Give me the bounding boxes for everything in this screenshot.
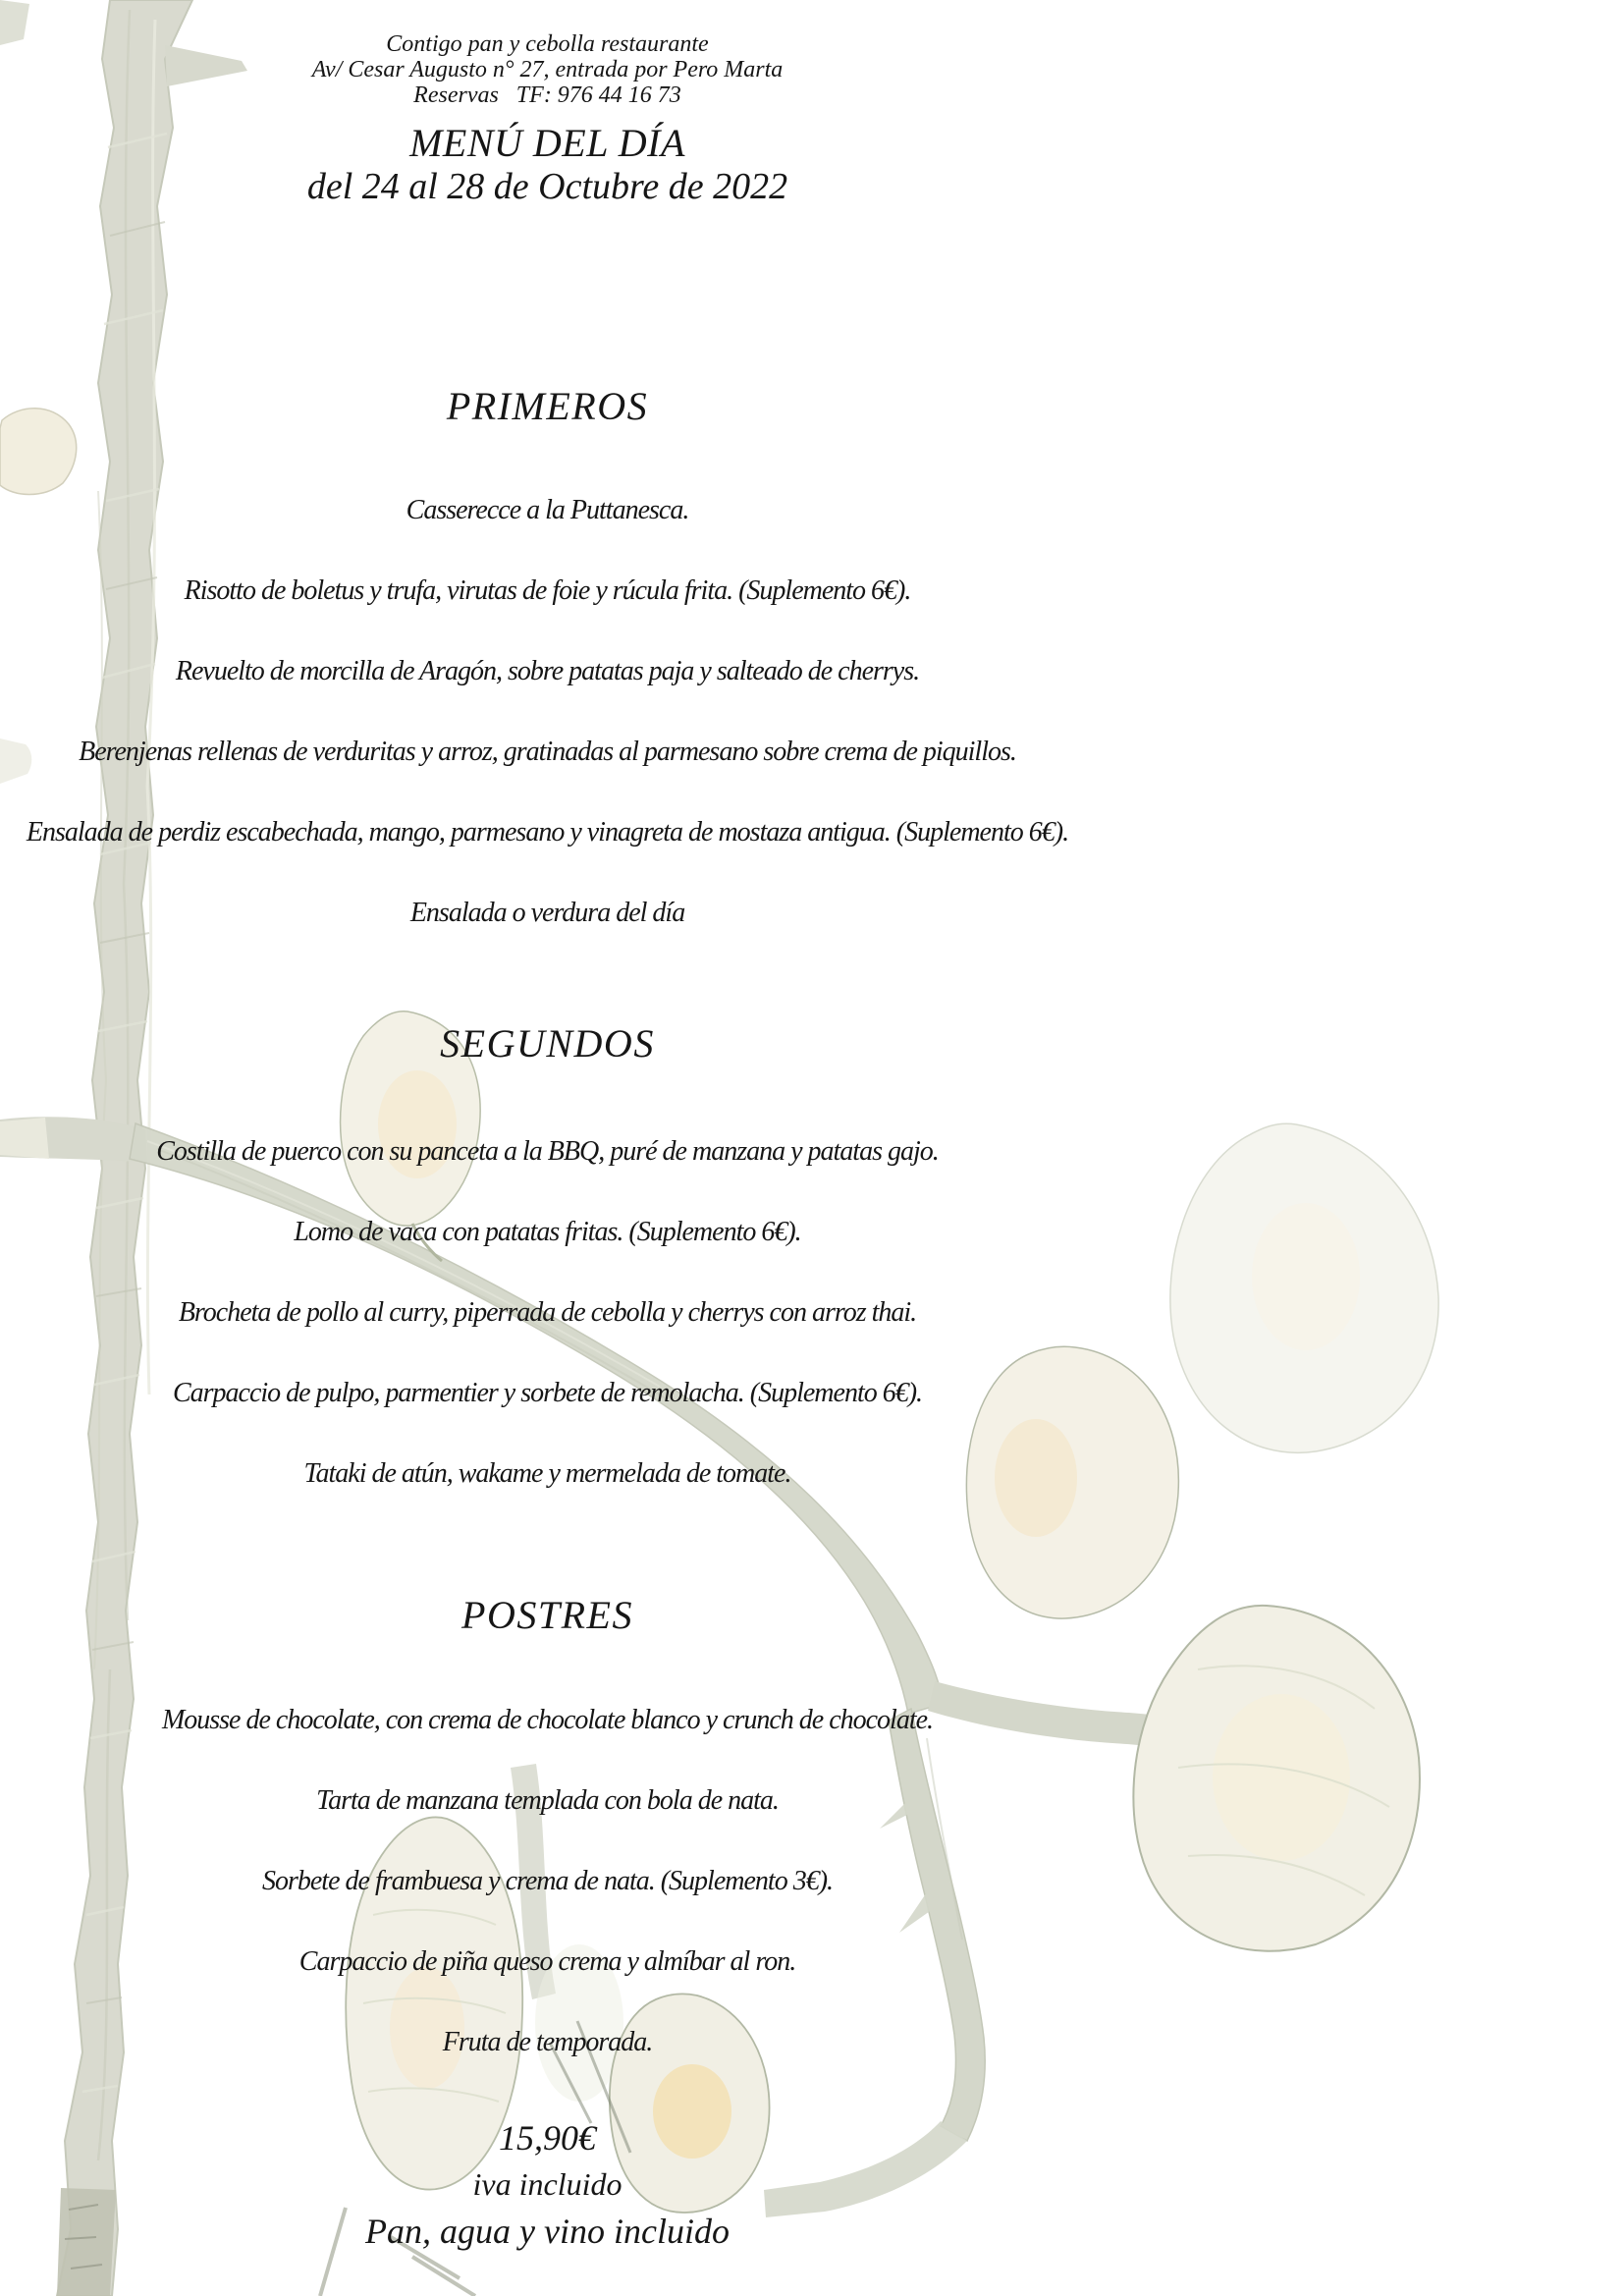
menu-item: Sorbete de frambuesa y crema de nata. (Suplemento 3€).: [261, 1866, 834, 1896]
menu-item: Casserecce a la Puttanesca.: [406, 495, 689, 525]
menu-item: Fruta de temporada.: [442, 2027, 653, 2057]
leaf: [1133, 1606, 1420, 1951]
section-segundos-items: [0, 1112, 1095, 1514]
menu-item: Mousse de chocolate, con crema de chocolate blanco y crunch de chocolate.: [161, 1705, 934, 1735]
tax-note: iva incluido: [472, 2166, 623, 2202]
menu-item: Lomo de vaca con patatas fritas. (Suplemento 6€).: [294, 1217, 801, 1247]
menu-item: Carpaccio de piña queso crema y almíbar al ron.: [298, 1946, 796, 1977]
menu-date-range: del 24 al 28 de Octubre de 2022: [306, 166, 788, 207]
restaurant-name: Contigo pan y cebolla restaurante: [386, 31, 709, 57]
menu-item: Ensalada de perdiz escabechada, mango, parmesano y vinagreta de mostaza antigua. (Suplemento 6€).: [26, 817, 1069, 847]
restaurant-address: Av/ Cesar Augusto n° 27, entrada por Pero Marta: [311, 57, 784, 82]
menu-item: Tataki de atún, wakame y mermelada de tomate.: [303, 1458, 791, 1489]
menu-item: Carpaccio de pulpo, parmentier y sorbete de remolacha. (Suplemento 6€).: [172, 1378, 923, 1408]
menu-item: Berenjenas rellenas de verduritas y arroz, gratinadas al parmesano sobre crema de piquillos.: [79, 737, 1016, 767]
leaf: [1170, 1123, 1438, 1452]
reservations-phone: Reservas TF: 976 44 16 73: [413, 82, 681, 108]
section-primeros-items: [0, 470, 1095, 954]
menu-item: Costilla de puerco con su panceta a la BBQ, puré de manzana y patatas gajo.: [156, 1136, 939, 1167]
menu-item: Ensalada o verdura del día: [409, 898, 685, 928]
menu-item: Revuelto de morcilla de Aragón, sobre patatas paja y salteado de cherrys.: [175, 656, 920, 686]
menu-title: MENÚ DEL DÍA: [409, 121, 685, 165]
restaurant-header: [0, 0, 1095, 108]
section-heading-postres: POSTRES: [461, 1593, 633, 1637]
section-heading-segundos: SEGUNDOS: [440, 1021, 655, 1066]
section-heading-primeros: PRIMEROS: [446, 384, 649, 428]
menu-item: Risotto de boletus y trufa, virutas de foie y rúcula frita. (Suplemento 6€).: [184, 575, 911, 606]
section-postres-items: [0, 1680, 1095, 2083]
price-total: 15,90€: [499, 2118, 596, 2158]
menu-item: Tarta de manzana templada con bola de nata.: [316, 1785, 779, 1816]
included-note: Pan, agua y vino incluido: [365, 2212, 730, 2251]
menu-item: Brocheta de pollo al curry, piperrada de cebolla y cherrys con arroz thai.: [178, 1297, 917, 1328]
